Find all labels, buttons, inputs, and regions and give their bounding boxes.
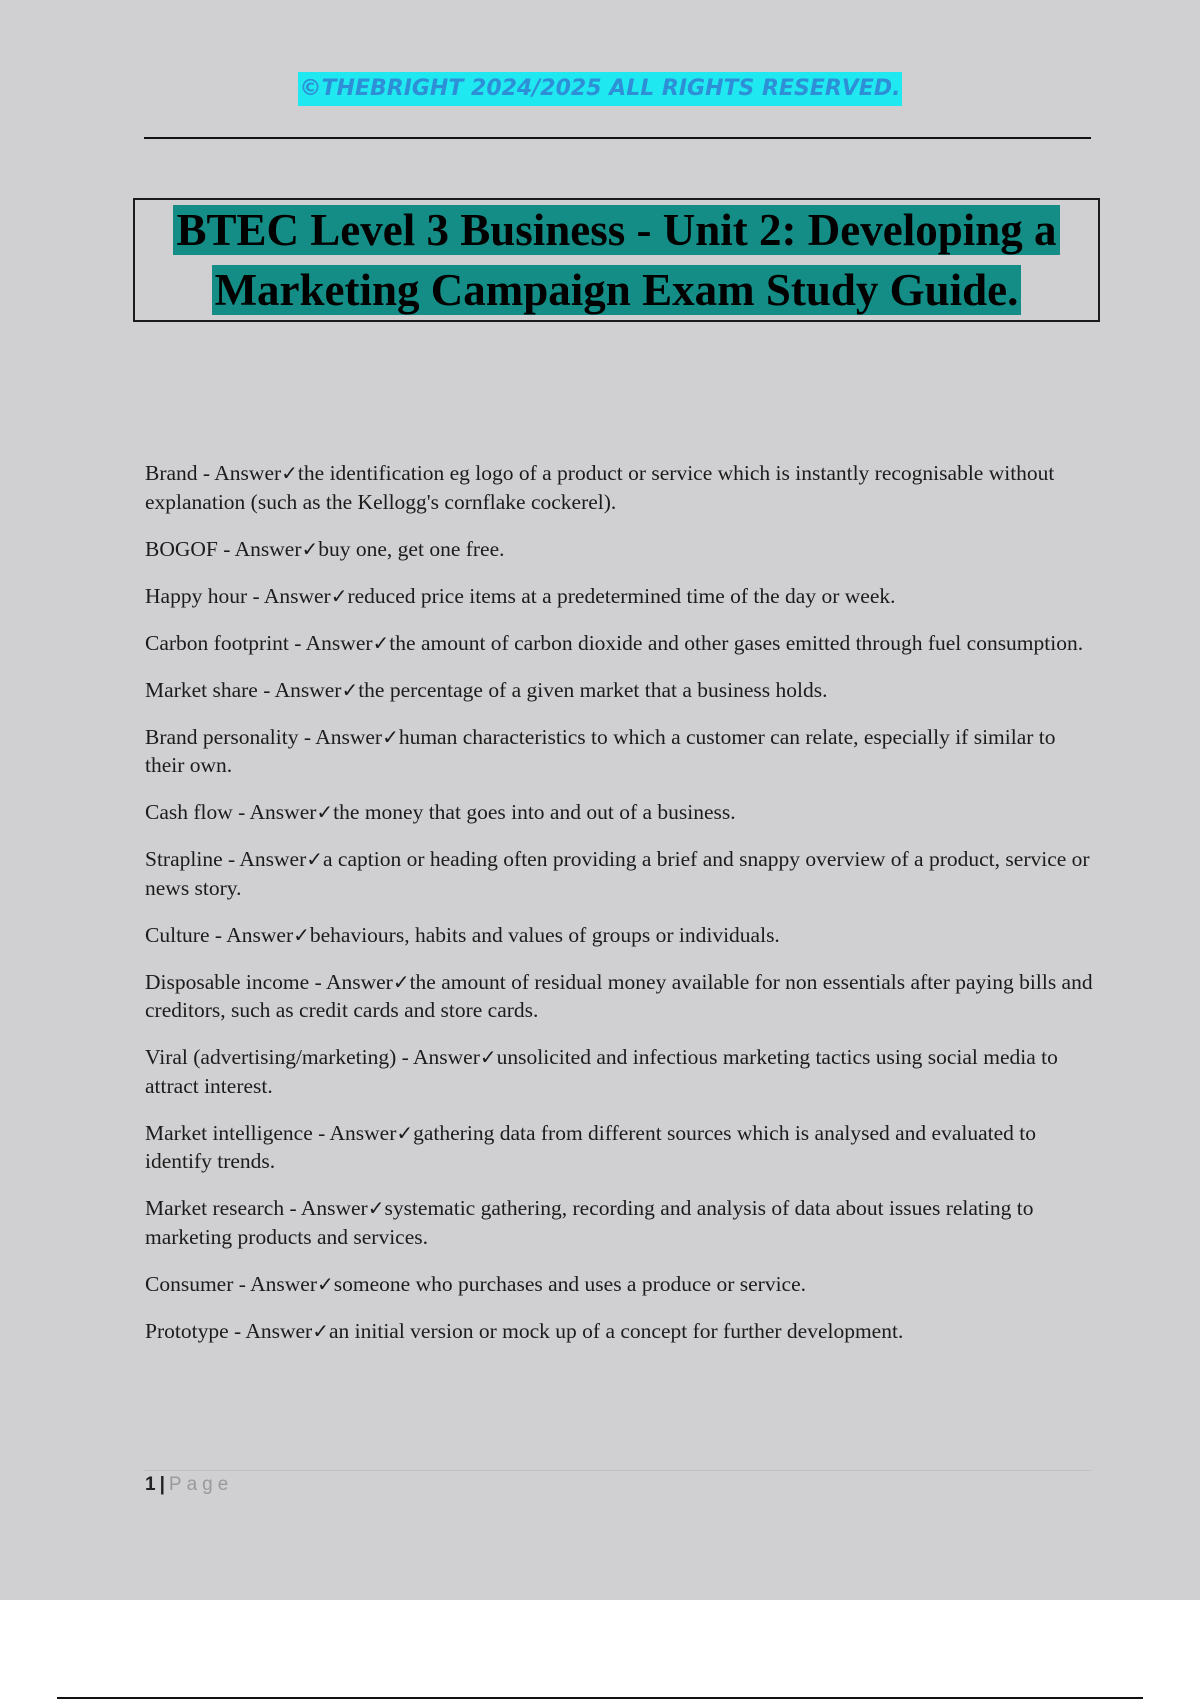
glossary-term: BOGOF (145, 536, 218, 561)
glossary-answer: buy one, get one free. (318, 536, 505, 561)
checkmark-icon: ✓ (306, 847, 323, 871)
glossary-entry: Market intelligence - Answer✓gathering data from different sources which is analysed and evaluated to identify trends. (145, 1120, 1037, 1173)
footer-separator: | (159, 1474, 165, 1495)
answer-label: Answer (300, 1196, 368, 1220)
glossary-list (145, 459, 1095, 1364)
glossary-term: Carbon footprint (145, 630, 289, 655)
answer-label: Answer (249, 800, 317, 824)
copyright-notice: ©THEBRIGHT 2024/2025 ALL RIGHTS RESERVED. (298, 72, 903, 106)
glossary-term: Strapline (145, 847, 223, 871)
glossary-term: Market research (145, 1196, 285, 1220)
glossary-answer: the percentage of a given market that a business holds. (358, 677, 828, 702)
glossary-answer: the amount of carbon dioxide and other gases emitted through fuel consumption. (389, 630, 1084, 655)
footer-divider (144, 1470, 1091, 1471)
title-box (133, 198, 1100, 322)
answer-label: Answer (226, 922, 294, 947)
answer-label: Answer (412, 1045, 480, 1069)
glossary-term: Cash flow (145, 800, 233, 824)
glossary-term: Brand (145, 461, 198, 485)
answer-label: Answer (250, 1271, 317, 1296)
glossary-term: Happy hour (145, 583, 248, 608)
glossary-term: Market share (145, 677, 258, 702)
glossary-entry: Happy hour - Answer✓reduced price items at a predetermined time of the day or week. (145, 583, 896, 608)
glossary-entry: Viral (advertising/marketing) - Answer✓unsolicited and infectious marketing tactics using social media to attract interest. (145, 1045, 1058, 1098)
glossary-term: Disposable income (145, 969, 310, 994)
page-footer (145, 1474, 233, 1496)
glossary-entry: Culture - Answer✓behaviours, habits and values of groups or individuals. (145, 922, 780, 947)
glossary-entry: Brand - Answer✓the identification eg logo of a product or service which is instantly recognisable without explanation (such as the Kellogg's cornflake cockerel). (145, 461, 1055, 514)
glossary-entry: Strapline - Answer✓a caption or heading often providing a brief and snappy overview of a product, service or news story. (145, 847, 1090, 900)
answer-label: Answer (214, 461, 282, 485)
checkmark-icon: ✓ (281, 461, 298, 485)
answer-label: Answer (274, 677, 342, 702)
header-divider (144, 137, 1091, 139)
glossary-answer: a caption or heading often providing a brief and snappy overview of a product, service or news story. (145, 847, 1090, 900)
answer-label: Answer (263, 583, 331, 608)
glossary-term: Market intelligence (145, 1120, 313, 1145)
next-page-divider (57, 1697, 1143, 1699)
checkmark-icon: ✓ (372, 630, 390, 655)
answer-label: Answer (234, 536, 302, 561)
checkmark-icon: ✓ (392, 969, 410, 994)
checkmark-icon: ✓ (341, 677, 359, 702)
glossary-answer: behaviours, habits and values of groups or individuals. (309, 922, 780, 947)
checkmark-icon: ✓ (330, 583, 348, 608)
glossary-entry: Brand personality - Answer✓human characteristics to which a customer can relate, especially if similar to their own. (145, 724, 1056, 777)
checkmark-icon: ✓ (301, 536, 319, 561)
glossary-term: Consumer (145, 1271, 234, 1296)
checkmark-icon: ✓ (316, 800, 334, 824)
page-label: Page (168, 1474, 234, 1495)
glossary-answer: reduced price items at a predetermined time of the day or week. (347, 583, 896, 608)
document-title-text: BTEC Level 3 Business - Unit 2: Developing a Marketing Campaign Exam Study Guide. (173, 205, 1059, 315)
glossary-entry: Carbon footprint - Answer✓the amount of carbon dioxide and other gases emitted through fuel consumption. (145, 630, 1084, 655)
answer-label: Answer (239, 847, 307, 871)
glossary-answer: the amount of residual money available for non essentials after paying bills and creditors, such as credit cards and store cards. (145, 969, 1093, 1022)
checkmark-icon: ✓ (367, 1196, 385, 1220)
glossary-term: Prototype (145, 1318, 229, 1343)
checkmark-icon: ✓ (396, 1120, 414, 1145)
glossary-answer: unsolicited and infectious marketing tactics using social media to attract interest. (145, 1045, 1058, 1098)
glossary-answer: gathering data from different sources which is analysed and evaluated to identify trends. (145, 1120, 1037, 1173)
answer-label: Answer (325, 969, 393, 994)
glossary-answer: the identification eg logo of a product or service which is instantly recognisable without explanation (such as the Kellogg's cornflake cockerel). (145, 461, 1055, 514)
glossary-entry: Cash flow - Answer✓the money that goes into and out of a business. (145, 800, 736, 824)
glossary-entry: Disposable income - Answer✓the amount of residual money available for non essentials after paying bills and creditors, such as credit cards and store cards. (145, 969, 1093, 1022)
glossary-answer: an initial version or mock up of a concept for further development. (328, 1318, 904, 1343)
document-title (135, 200, 1098, 320)
glossary-answer: the money that goes into and out of a business. (333, 800, 736, 824)
checkmark-icon: ✓ (382, 724, 399, 749)
glossary-entry: Market share - Answer✓the percentage of a given market that a business holds. (145, 677, 828, 702)
glossary-entry: Consumer - Answer✓someone who purchases and uses a produce or service. (145, 1271, 807, 1296)
glossary-entry: Market research - Answer✓systematic gathering, recording and analysis of data about issues relating to marketing products and services. (145, 1196, 1034, 1249)
glossary-entry: Prototype - Answer✓an initial version or mock up of a concept for further development. (145, 1318, 904, 1343)
page-number: 1 (145, 1474, 156, 1495)
glossary-term: Brand personality (145, 724, 299, 749)
checkmark-icon: ✓ (479, 1045, 497, 1069)
glossary-entry: BOGOF - Answer✓buy one, get one free. (145, 536, 505, 561)
glossary-term: Viral (advertising/marketing) (145, 1045, 397, 1069)
copyright-header (0, 72, 1200, 106)
glossary-answer: someone who purchases and uses a produce or service. (333, 1271, 807, 1296)
glossary-answer: human characteristics to which a customer can relate, especially if similar to their own. (145, 724, 1056, 777)
glossary-answer: systematic gathering, recording and analysis of data about issues relating to marketing products and services. (145, 1196, 1034, 1249)
answer-label: Answer (245, 1318, 313, 1343)
answer-label: Answer (305, 630, 373, 655)
checkmark-icon: ✓ (293, 922, 310, 947)
glossary-term: Culture (145, 922, 210, 947)
answer-label: Answer (329, 1120, 397, 1145)
answer-label: Answer (315, 724, 383, 749)
checkmark-icon: ✓ (317, 1271, 334, 1296)
checkmark-icon: ✓ (312, 1318, 329, 1343)
